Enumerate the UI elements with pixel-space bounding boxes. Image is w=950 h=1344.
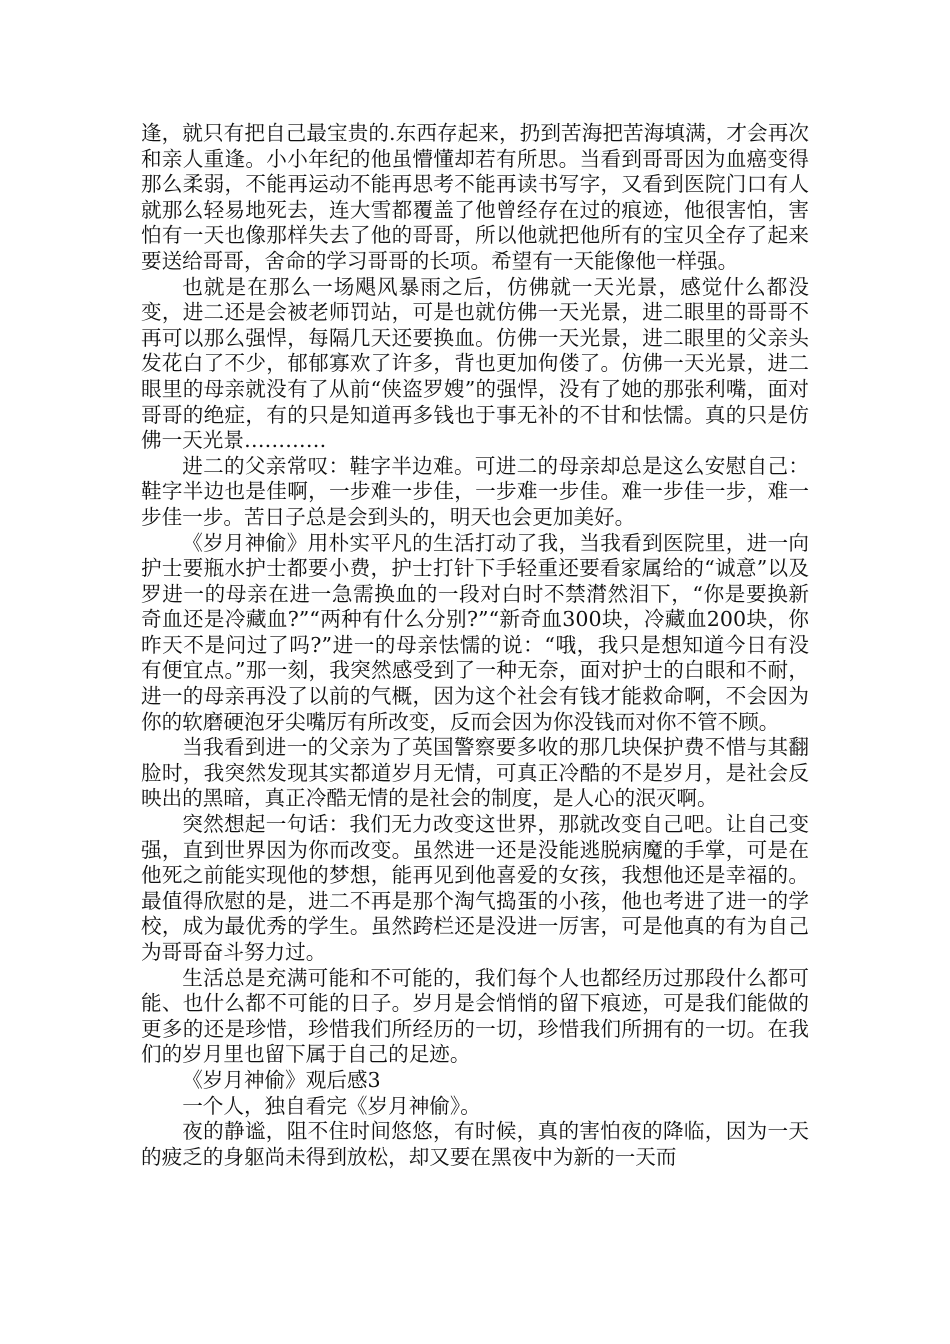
paragraph-4: 《岁月神偷》用朴实平凡的生活打动了我，当我看到医院里，进一向护士要瓶水护士都要小费，护士打针下手轻重还要看家属给的“诚意”以及罗进一的母亲在进一急需换血的一段对白时不禁潸然泪下，“你是要换新奇血还是冷藏血?”“两种有什么分别?”“新奇血300块，冷藏血200块，你昨天不是问过了吗?”进一的母亲怯懦的说：“哦，我只是想知道今日有没有便宜点。”那一刻，我突然感受到了一种无奈，面对护士的白眼和不耐，进一的母亲再没了以前的气概，因为这个社会有钱才能救命啊，不会因为你的软磨硬泡牙尖嘴厉有所改变，反而会因为你没钱而对你不管不顾。 (141, 530, 809, 734)
paragraph-1: 逢，就只有把自己最宝贵的.东西存起来，扔到苦海把苦海填满，才会再次和亲人重逢。小小年纪的他虽懵懂却若有所思。当看到哥哥因为血癌变得那么柔弱，不能再运动不能再思考不能再读书写字，又看到医院门口有人就那么轻易地死去，连大雪都覆盖了他曾经存在过的痕迹，他很害怕，害怕有一天也像那样失去了他的哥哥，所以他就把他所有的宝贝全存了起来要送给哥哥，舍命的学习哥哥的长项。希望有一天能像他一样强。 (141, 121, 809, 273)
paragraph-6: 突然想起一句话：我们无力改变这世界，那就改变自己吧。让自己变强，直到世界因为你而改变。虽然进一还是没能逃脱病魔的手掌，可是在他死之前能实现他的梦想，能再见到他喜爱的女孩，我想他还是幸福的。最值得欣慰的是，进二不再是那个淘气捣蛋的小孩，他也考进了进一的学校，成为最优秀的学生。虽然跨栏还是没进一厉害，可是他真的有为自己为哥哥奋斗努力过。 (141, 812, 809, 964)
paragraph-9: 夜的静谧，阻不住时间悠悠，有时候，真的害怕夜的降临，因为一天的疲乏的身躯尚未得到放松，却又要在黑夜中为新的一天而 (141, 1119, 809, 1169)
paragraph-8: 一个人，独自看完《岁月神偷》。 (182, 1093, 481, 1118)
paragraph-3: 进二的父亲常叹：鞋字半边难。可进二的母亲却总是这么安慰自己：鞋字半边也是佳啊，一步难一步佳，一步难一步佳。难一步佳一步，难一步佳一步。苦日子总是会到头的，明天也会更加美好。 (141, 453, 809, 529)
paragraph-5: 当我看到进一的父亲为了英国警察要多收的那几块保护费不惜与其翻脸时，我突然发现其实都道岁月无情，可真正冷酷的不是岁月，是社会反映出的黑暗，真正冷酷无情的是社会的制度，是人心的泯灭啊。 (141, 735, 809, 811)
paragraph-7: 生活总是充满可能和不可能的，我们每个人也都经历过那段什么都可能、也什么都不可能的日子。岁月是会悄悄的留下痕迹，可是我们能做的更多的还是珍惜，珍惜我们所经历的一切，珍惜我们所拥有的一切。在我们的岁月里也留下属于自己的足迹。 (141, 965, 809, 1067)
paragraph-2: 也就是在那么一场飓风暴雨之后，仿佛就一天光景，感觉什么都没变，进二还是会被老师罚站，可是也就仿佛一天光景，进二眼里的哥哥不再可以那么强悍，每隔几天还要换血。仿佛一天光景，进二眼里的父亲头发花白了不少，郁郁寡欢了许多，背也更加佝偻了。仿佛一天光景，进二眼里的母亲就没有了从前“侠盗罗嫂”的强悍，没有了她的那张利嘴，面对哥哥的绝症，有的只是知道再多钱也于事无补的不甘和怯懦。真的只是仿佛一天光景………… (141, 274, 809, 453)
section-heading: 《岁月神偷》观后感3 (182, 1067, 381, 1092)
document-body (141, 121, 809, 1170)
